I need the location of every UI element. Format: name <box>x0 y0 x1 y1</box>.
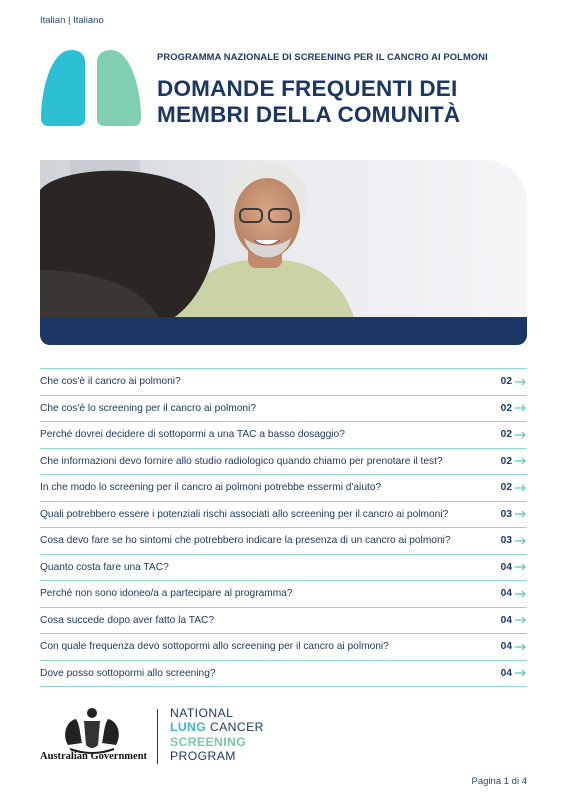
toc-question: Cosa devo fare se ho sintomi che potrebbero indicare la presenza di un cancro ai polmoni? <box>40 535 451 547</box>
toc-row[interactable] <box>40 449 527 476</box>
toc-page-number: 02 <box>500 482 512 494</box>
toc-page-number: 03 <box>500 535 512 547</box>
arrow-right-icon <box>515 643 527 651</box>
toc-page-number: 02 <box>500 429 512 441</box>
arrow-right-icon <box>515 510 527 518</box>
toc-row[interactable] <box>40 634 527 661</box>
toc-question: In che modo lo screening per il cancro ai polmoni potrebbe essermi d'aiuto? <box>40 482 382 494</box>
language-label: Italian | Italiano <box>40 15 104 26</box>
table-of-contents <box>40 368 527 687</box>
lung-right-shape <box>97 50 141 126</box>
lung-left-shape <box>41 50 85 126</box>
toc-page-number: 03 <box>500 508 512 520</box>
arrow-right-icon <box>515 457 527 465</box>
toc-question: Perché non sono idoneo/a a partecipare al programma? <box>40 588 293 600</box>
toc-page-number: 02 <box>500 455 512 467</box>
arrow-right-icon <box>515 616 527 624</box>
toc-question: Che cos'è lo screening per il cancro ai polmoni? <box>40 402 256 414</box>
footer-divider <box>157 709 158 764</box>
lungs-logo-icon <box>41 50 141 126</box>
australian-government-label: Australian Government <box>40 751 148 762</box>
toc-page-number: 04 <box>500 561 512 573</box>
toc-row[interactable] <box>40 555 527 582</box>
arrow-right-icon <box>515 563 527 571</box>
toc-question: Che informazioni devo fornire allo studio radiologico quando chiamo per prenotare il test? <box>40 455 443 467</box>
arrow-right-icon <box>515 669 527 677</box>
logo-word-cancer: CANCER <box>209 720 264 735</box>
arrow-right-icon <box>515 431 527 439</box>
page-title <box>157 76 460 128</box>
toc-page-number: 04 <box>500 588 512 600</box>
arrow-right-icon <box>515 484 527 492</box>
toc-row[interactable] <box>40 396 527 423</box>
title-line-2: MEMBRI DELLA COMUNITÀ <box>157 102 461 127</box>
logo-line-national: NATIONAL <box>170 706 234 720</box>
arrow-right-icon <box>515 590 527 598</box>
toc-page-number: 04 <box>500 641 512 653</box>
arrow-right-icon <box>515 378 527 386</box>
toc-row[interactable] <box>40 661 527 688</box>
toc-question: Con quale frequenza devo sottopormi allo screening per il cancro ai polmoni? <box>40 641 389 653</box>
toc-row[interactable] <box>40 368 527 396</box>
logo-line-screening: SCREENING <box>170 734 247 749</box>
toc-row[interactable] <box>40 608 527 635</box>
hero-image <box>40 160 527 345</box>
toc-page-number: 02 <box>500 376 512 388</box>
toc-question: Quanto costa fare una TAC? <box>40 561 169 573</box>
toc-page-number: 04 <box>500 614 512 626</box>
program-logo-text <box>170 706 264 764</box>
title-line-1: DOMANDE FREQUENTI DEI <box>157 76 458 101</box>
toc-page-number: 04 <box>500 667 512 679</box>
logo-line-program: PROGRAM <box>170 749 236 764</box>
toc-question: Perché dovrei decidere di sottopormi a una TAC a basso dosaggio? <box>40 429 345 441</box>
toc-row[interactable] <box>40 581 527 608</box>
toc-question: Cosa succede dopo aver fatto la TAC? <box>40 614 215 626</box>
toc-row[interactable] <box>40 475 527 502</box>
toc-row[interactable] <box>40 502 527 529</box>
toc-row[interactable] <box>40 422 527 449</box>
toc-question: Che cos'è il cancro ai polmoni? <box>40 376 181 388</box>
page-number: Pagina 1 di 4 <box>471 776 527 787</box>
arrow-right-icon <box>515 537 527 545</box>
toc-page-number: 02 <box>500 402 512 414</box>
arrow-right-icon <box>515 404 527 412</box>
hero-navy-band <box>40 317 527 345</box>
toc-row[interactable] <box>40 528 527 555</box>
program-name: PROGRAMMA NAZIONALE DI SCREENING PER IL CANCRO AI POLMONI <box>157 51 488 62</box>
toc-question: Quali potrebbero essere i potenziali rischi associati allo screening per il cancro ai polmoni? <box>40 508 449 520</box>
logo-word-lung: LUNG <box>170 720 207 735</box>
toc-question: Dove posso sottopormi allo screening? <box>40 667 216 679</box>
